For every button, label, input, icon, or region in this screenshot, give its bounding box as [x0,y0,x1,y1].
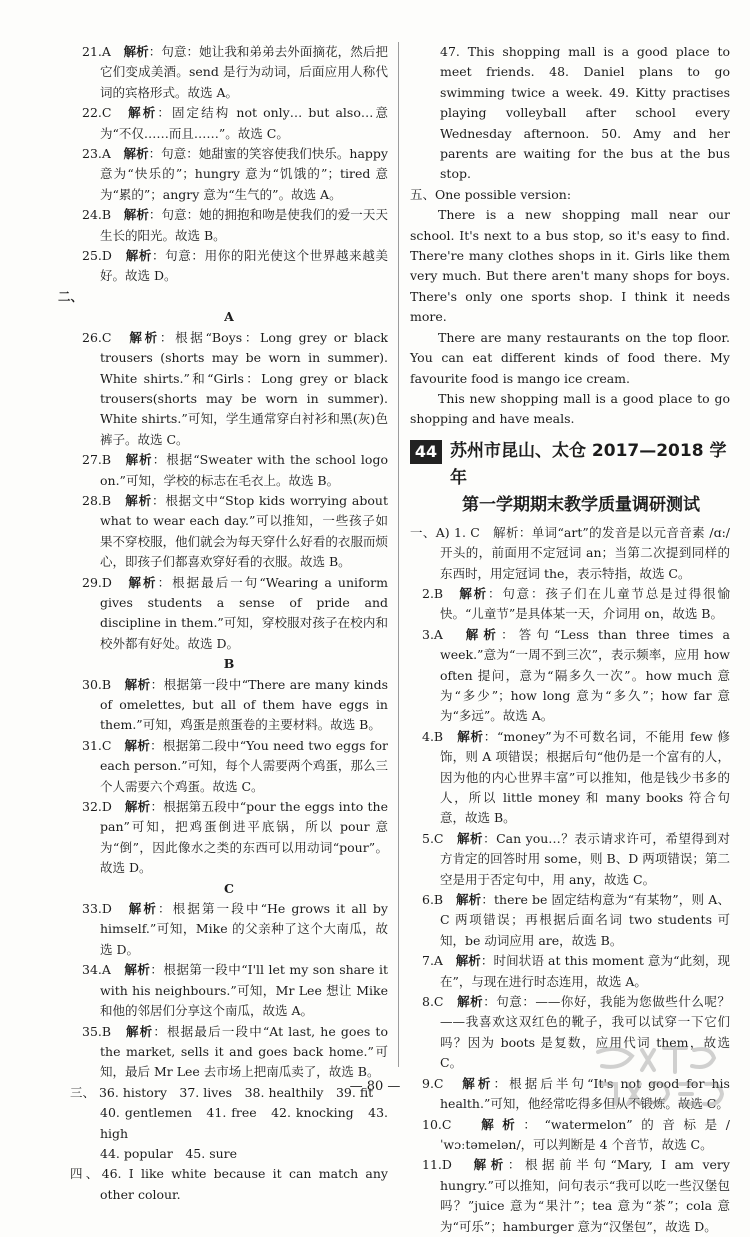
explanation-label: 解析 [457,830,484,846]
explanation-text: ：句意：她甜蜜的笑容使我们快乐。happy 意为“快乐的”；hungry 意为“饥饿的”；tired 意为“累的”；angry 意为“生气的”。故选 A。 [100,146,388,202]
answer-item [410,625,730,727]
answer-number: 33.D [82,901,112,917]
answer-item [70,573,388,655]
answer-number: 24.B [82,207,112,223]
explanation-text: ：根据第二段中“You need two eggs for each person.”可知，每个人需要两个鸡蛋，那么三个人需要六个鸡蛋。故选 C。 [100,737,388,794]
explanation-label: 解析 [123,207,149,223]
answer-item [70,675,388,736]
explanation-text: ：句意：用你的阳光使这个世界越来越美好。故选 D。 [100,248,388,284]
explanation-label: 解析 [124,799,151,815]
explanation-text: ：根据第五段中“pour the eggs into the pan”可知，把鸡蛋倒进平底锅，所以 pour 意为“倒”，因此像水之类的东西可以用动词“pour”。故选 D。 [100,799,388,876]
answer-line: 40. gentlemen 41. free 42. knocking 43. high [100,1105,388,1141]
answer-item [410,1115,730,1156]
answer-item [410,1155,730,1237]
answer-item [70,450,388,491]
explanation-label: 解析 [462,1075,494,1091]
explanation-label: 解析 [455,892,482,908]
explanation-text: ：根据第一段中“There are many kinds of omelettes, but all of them have eggs in them.”可知，鸡蛋是煎蛋卷的主要材料。故选 B。 [100,676,388,733]
answer-number: 6.B [422,892,444,908]
explanation-label: 解析 [124,962,151,978]
answer-item [70,1022,388,1083]
answer-item [70,960,388,1021]
answer-item [410,829,730,890]
explanation-text: ：时间状语 at this moment 意为“此刻，现在”，与现在进行时态连用，故选 A。 [440,953,730,989]
answer-number: 23.A [82,146,111,162]
answer-number: 4.B [422,728,444,744]
answer-number: 27.B [82,452,112,468]
answer-number: 35.B [82,1023,112,1039]
answer-number: 10.C [422,1116,452,1132]
explanation-text: ：根据前半句“Mary, I am very hungry.”可以推知，问句表示“我可以吃一些汉堡包吗？”juice 意为“果汁”；tea 意为“茶”；cola 意为“可乐”；hamburger 意为“汉堡包”，故选 D。 [440,1157,730,1234]
answer-number: 9.C [422,1075,444,1091]
explanation-label: 解析 [129,329,160,345]
explanation-text: ：根据文中“Stop kids worrying about what to wear each day.”可以推知，一些孩子如果不穿校服，他们就会为每天穿什么好看的衣服而烦心，即孩子们都喜欢穿好看的衣服。故选 B。 [100,492,388,570]
explanation-label: 解析 [459,585,488,601]
answer-line: 44. popular 45. sure [100,1145,238,1161]
explanation-text: ：句意：她的拥抱和吻是使我们的爱一天天生长的阳光。故选 B。 [100,207,388,243]
test-number-badge: 44 [410,440,442,464]
section-line: 三、 36. history 37. lives 38. healthily 39. fit [70,1084,374,1100]
essay-paragraph: There is a new shopping mall near our school. It's next to a bus stop, so it's easy to find. There're many clothes shops in it. Girls like them very much. But there aren't many shops for boys. There's only one sports shop. I think it needs more. [410,207,730,325]
explanation-text: ：固定结构 not only… but also…意为“不仅……而且……”。故选 C。 [100,105,388,141]
answer-item [70,205,388,246]
answer-number: 28.B [82,492,112,508]
answer-item [70,797,388,879]
test-title-line: 第一学期期末教学质量调研测试 [462,494,700,515]
explanation-label: 解析 [123,44,149,59]
section-marker: 二、 [58,288,84,304]
answer-item [70,144,388,205]
answer-number: 26.C [82,329,112,345]
explanation-text: ：根据最后一句“Wearing a uniform gives students a sense of pride and discipline in them.”可知，穿校服对孩子在校内和校外都有好处。故选 D。 [100,574,388,651]
essay-paragraph: This new shopping mall is a good place to go shopping and have meals. [410,390,730,427]
answer-number: 2.B [422,585,444,601]
answer-item [70,736,388,797]
answer-item [70,103,388,144]
answer-number: 8.C [422,994,444,1010]
answer-number: 11.D [422,1157,452,1173]
explanation-text: ：根据“Boys：Long grey or black trousers (shorts may be worn in summer). White shirts.”和“Girls：Long grey or black trousers(shorts may be worn in summer). White shirts.”可知，学生通常穿白衬衫和黑(灰)色裤子。故选 C。 [100,329,388,447]
answer-number: 29.D [82,574,112,590]
explanation-label: 解析 [128,105,158,121]
answer-item [410,727,730,829]
explanation-label: 解析 [465,626,502,642]
explanation-label: 解析 [481,1116,524,1132]
answer-item [410,584,730,625]
answer-number: 3.A [422,626,443,642]
explanation-label: 解析 [128,901,159,917]
answer-number: 21.A [82,44,111,59]
section-line: 五、One possible version: [410,186,572,202]
answer-item [70,491,388,573]
answer-number: 22.C [82,105,112,121]
explanation-text: ：根据后半句“It's not good for his health.”可知，他经常吃得多但从不锻炼。故选 C。 [440,1075,730,1112]
passage-letter: A [224,309,234,325]
essay-paragraph: There are many restaurants on the top floor. You can eat different kinds of food there. My favourite food is mango ice cream. [410,329,730,386]
explanation-text: ：答句“Less than three times a week.”意为“一周不到三次”，表示频率，应用 how often 提问，意为“隔多久一次”。how much 意为“多少”；how long 意为“多久”；how far 意为“多远”。故选 A。 [440,626,730,724]
test-title [450,438,730,519]
explanation-label: 解析 [123,146,149,162]
answer-number: 30.B [82,676,112,692]
answer-item [410,951,730,992]
explanation-label: 解析 [457,994,484,1010]
passage-letter: C [224,880,234,896]
explanation-label: 解析 [125,452,153,468]
answer-number: 34.A [82,962,111,978]
explanation-text: ：根据第一段中“He grows it all by himself.”可知，Mike 的父亲种了这个大南瓜，故选 D。 [100,901,388,957]
explanation-text: ：句意：她让我和弟弟去外面摘花，然后把它们变成美酒。send 是行为动词，后面应用人称代词的宾格形式。故选 A。 [100,44,388,100]
answer-number: 7.A [422,953,443,969]
answer-item [70,328,388,450]
passage-letter: B [223,656,235,672]
answer-number: 25.D [82,248,112,264]
explanation-label: 解析 [473,1157,508,1173]
explanation-label: 解析 [124,676,151,692]
answer-item [410,890,730,951]
answer-item [70,246,388,287]
explanation-text: ：根据“Sweater with the school logo on.”可知，学校的标志在毛衣上。故选 B。 [100,452,388,488]
left-column [58,42,388,1205]
explanation-label: 解析 [457,728,484,744]
column-divider [398,42,399,1067]
watermark-logo [590,1040,740,1112]
explanation-label: 解析 [125,1023,154,1039]
explanation-text: ：“watermelon”的音标是/ˈwɔːtəmelən/，可以判断是 4 个音节，故选 C。 [440,1116,730,1152]
answer-line: 47. This shopping mall is a good place to meet friends. 48. Daniel plans to go swimming twice a week. 49. Kitty practises playing volleyball after school every Wednesday afternoon. 50. Amy and her parents are waiting for the bus at the bus stop. [440,44,730,182]
answer-item [70,899,388,960]
explanation-text: ：根据最后一段中“At last, he goes to the market, sells it and goes back home.”可知，最后 Mr Lee 去市场上把南瓜卖了，故选 B。 [100,1023,388,1080]
explanation-text: ：句意：——你好，我能为您做些什么呢？——我喜欢这双红色的靴子，我可以试穿一下它们吗？因为 boots 是复数，应用代词 them，故选 C。 [440,994,730,1071]
answer-number: 5.C [422,830,444,846]
explanation-label: 解析 [455,953,481,969]
explanation-label: 解析 [124,737,151,753]
test-heading [410,438,730,519]
explanation-label: 解析 [125,492,152,508]
explanation-label: 解析 [128,574,158,590]
answer-number: 31.C [82,737,112,753]
section-line: 一、A) 1. C 解析：单词“art”的发音是以元音音素 /ɑ:/ 开头的，前面用不定冠词 an；当第二次提到同样的东西时，用定冠词 the，表示特指，故选 C。 [410,524,730,581]
explanation-text: ：根据第一段中“I'll let my son share it with his neighbours.”可知，Mr Lee 想让 Mike 和他的邻居们分享这个南瓜，故选 A。 [100,962,388,1019]
explanation-label: 解析 [125,248,152,264]
explanation-text: ：“money”为不可数名词，不能用 few 修饰，则 A 项错误；根据后句“他仍是一个富有的人，因为他的内心世界丰富”可以推知，他是钱少书多的人，所以 little money 和 many books 符合句意，故选 B。 [440,728,730,826]
explanation-text: ：句意：孩子们在儿童节总是过得很愉快。“儿童节”是具体某一天，介词用 on，故选 B。 [440,585,730,622]
explanation-text: ：there be 固定结构意为“有某物”，则 A、C 两项错误；再根据后面名词 two students 可知，be 动词应用 are，故选 B。 [440,892,730,948]
page-number: — 80 — [349,1079,401,1094]
explanation-text: ：Can you…？表示请求许可，希望得到对方肯定的回答时用 some，则 B、D 两项错误；第二空是用于否定句中，用 any，故选 C。 [440,830,730,887]
answer-item [70,42,388,103]
section-line: 四、46. I like white because it can match any other colour. [70,1166,388,1202]
answer-number: 32.D [82,799,112,815]
test-title-line: 苏州市昆山、太仓 2017—2018 学年 [450,440,727,488]
